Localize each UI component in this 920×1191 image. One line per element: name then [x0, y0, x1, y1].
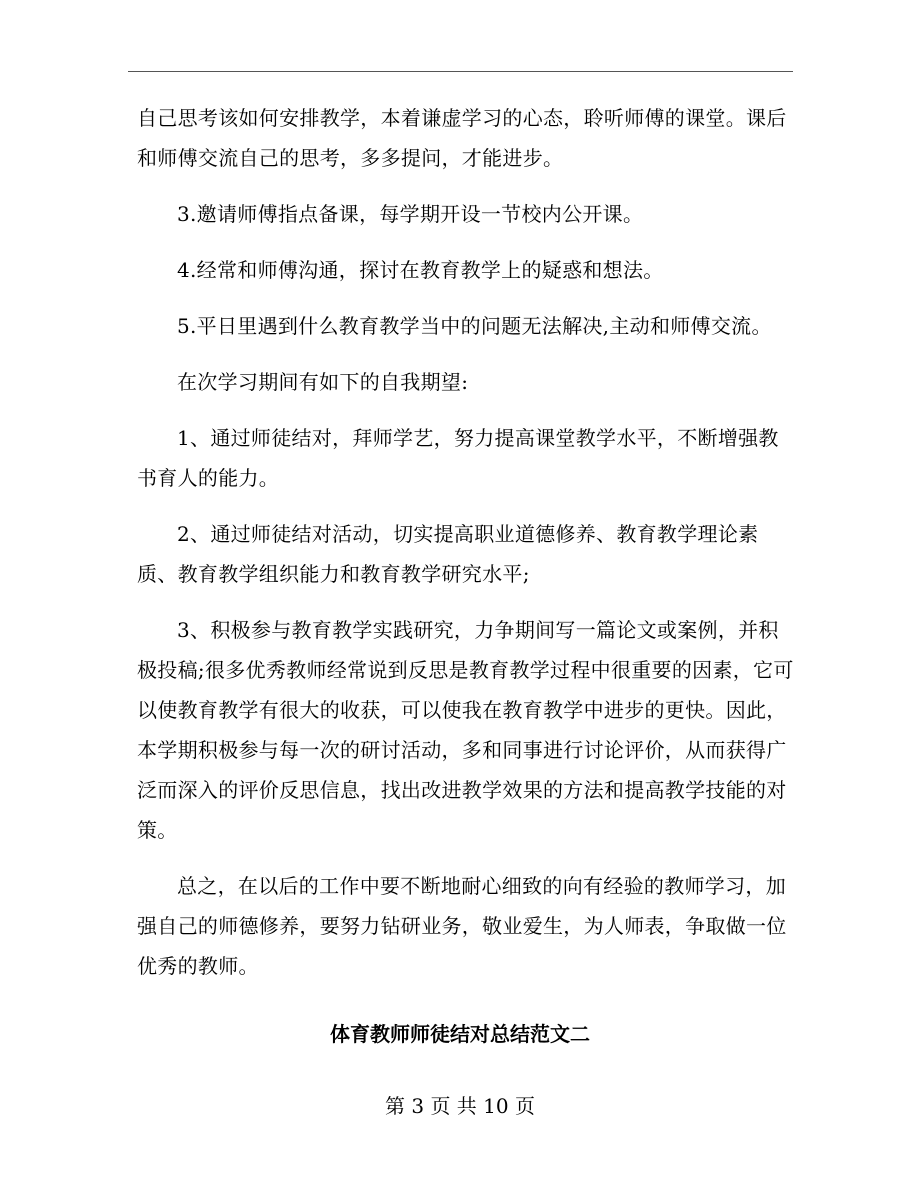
paragraph-3: 4.经常和师傅沟通，探讨在教育教学上的疑惑和想法。	[177, 258, 664, 282]
paragraph-8: 3、积极参与教育教学实践研究，力争期间写一篇论文或案例，并积极投稿;很多优秀教师经常说到反思是教育教学过程中很重要的因素，它可以使教育教学有很大的收获，可以使我在教育教学中进步的更快。因此，本学期积极参与每一次的研讨活动，多和同事进行讨论评价，从而获得广泛而深入的评价反思信息，找出改进教学效果的方法和提高教学技能的对策。	[137, 618, 794, 842]
header-rule	[128, 71, 793, 72]
section-title: 体育教师师徒结对总结范文二	[330, 1022, 590, 1046]
paragraph-2: 3.邀请师傅指点备课，每学期开设一节校内公开课。	[177, 202, 644, 226]
paragraph-5: 在次学习期间有如下的自我期望:	[177, 370, 469, 394]
paragraph-6: 1、通过师徒结对，拜师学艺，努力提高课堂教学水平，不断增强教书育人的能力。	[137, 426, 779, 490]
paragraph-9: 总之，在以后的工作中要不断地耐心细致的向有经验的教师学习，加强自己的师德修养，要努力钻研业务，敬业爱生，为人师表，争取做一位优秀的教师。	[137, 874, 787, 978]
paragraph-7: 2、通过师徒结对活动，切实提高职业道德修养、教育教学理论素质、教育教学组织能力和教育教学研究水平;	[137, 522, 759, 586]
paragraph-1: 自己思考该如何安排教学，本着谦虚学习的心态，聆听师傅的课堂。课后和师傅交流自己的思考，多多提问，才能进步。	[137, 106, 787, 170]
page-footer: 第 3 页 共 10 页	[385, 1094, 535, 1118]
document-body	[137, 98, 797, 1002]
paragraph-4: 5.平日里遇到什么教育教学当中的问题无法解决,主动和师傅交流。	[177, 314, 772, 338]
